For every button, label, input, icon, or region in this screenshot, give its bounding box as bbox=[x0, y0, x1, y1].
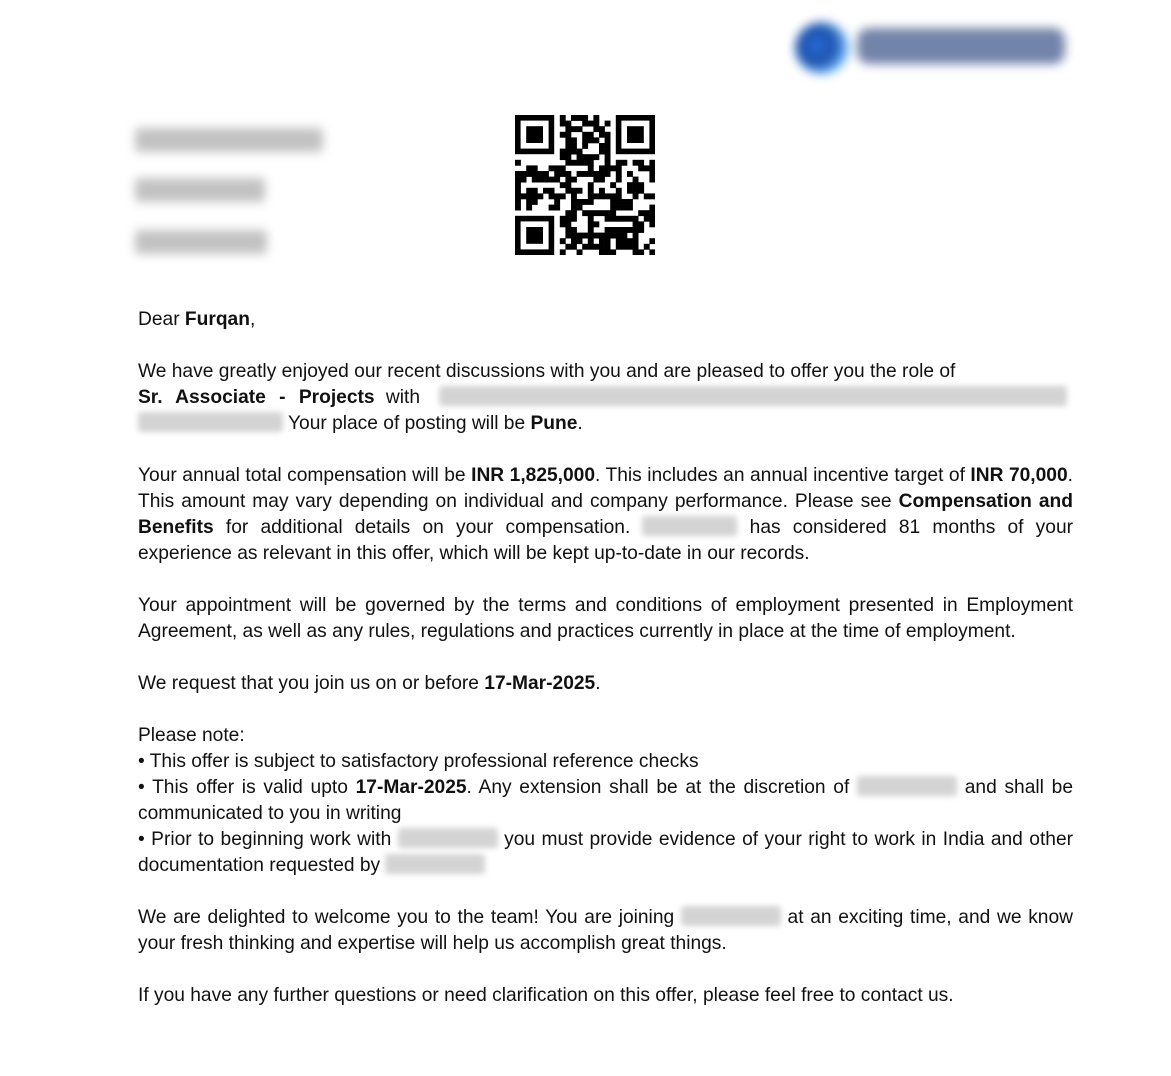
greeting-prefix: Dear bbox=[138, 309, 185, 330]
incentive-target: INR 70,000 bbox=[970, 465, 1068, 486]
company-name-redacted bbox=[642, 516, 737, 536]
joining-date-paragraph bbox=[138, 671, 1073, 697]
logo-wordmark bbox=[857, 28, 1065, 64]
logo-mark-icon bbox=[795, 22, 849, 74]
company-name-redacted bbox=[398, 828, 498, 848]
compensation-intro: Your annual total compensation will be bbox=[138, 465, 472, 486]
validity-date: 17-Mar-2025 bbox=[355, 777, 467, 798]
compensation-text-c: . This amount may vary depending on individual and company performance. Please see bbox=[138, 465, 1073, 512]
documentation-text-a: • Prior to beginning work with bbox=[138, 829, 398, 850]
welcome-text-b: at an exciting time, and we know your fresh thinking and expertise will help us accomplish great things. bbox=[138, 907, 1073, 954]
recipient-first-name: Furqan bbox=[184, 309, 250, 330]
compensation-text-d: for additional details on your compensation. bbox=[213, 517, 643, 538]
offer-role-line bbox=[138, 385, 1073, 411]
compensation-text-b: . This includes an annual incentive target of bbox=[595, 465, 971, 486]
validity-text-b: . Any extension shall be at the discretion of bbox=[466, 777, 858, 798]
company-name-redacted bbox=[857, 776, 957, 796]
company-logo bbox=[795, 18, 1070, 78]
note-bullet-documentation bbox=[138, 827, 1073, 879]
terms-paragraph: Your appointment will be governed by the terms and conditions of employment presented in Employment Agreement, as well as any rules, regulations and practices currently in place at the time of employment. bbox=[138, 595, 1073, 642]
joining-date: 17-Mar-2025 bbox=[484, 673, 596, 694]
offer-paragraph bbox=[138, 359, 1073, 385]
note-bullet-validity bbox=[138, 775, 1073, 827]
note-bullet-reference-checks: • This offer is subject to satisfactory professional reference checks bbox=[138, 751, 699, 772]
note-heading: Please note: bbox=[138, 725, 245, 746]
offer-intro: We have greatly enjoyed our recent discussions with you and are pleased to offer you the role of bbox=[138, 361, 956, 382]
compensation-section-ref: Compensation and Benefits bbox=[138, 491, 1073, 538]
welcome-text-a: We are delighted to welcome you to the team! You are joining bbox=[138, 907, 681, 928]
letter-body bbox=[138, 307, 1073, 1009]
posting-line bbox=[138, 411, 1073, 437]
total-compensation: INR 1,825,000 bbox=[471, 465, 596, 486]
recipient-name-redacted bbox=[135, 230, 267, 254]
greeting bbox=[138, 307, 1073, 333]
greeting-suffix: , bbox=[249, 309, 256, 330]
company-legal-name-redacted bbox=[439, 386, 1067, 406]
joining-end: . bbox=[595, 673, 601, 694]
company-name-redacted bbox=[681, 906, 781, 926]
documentation-text-b: you must provide evidence of your right to work in India and other documentation requested by bbox=[138, 829, 1074, 876]
posting-text: Your place of posting will be bbox=[283, 413, 531, 434]
compensation-paragraph bbox=[138, 463, 1073, 567]
reference-number-redacted bbox=[135, 128, 323, 152]
validity-text-a: • This offer is valid upto bbox=[138, 777, 356, 798]
offer-with: with bbox=[374, 387, 432, 408]
compensation-text-e: has considered 81 months of your experience as relevant in this offer, which will be kept up-to-date in our records. bbox=[138, 517, 1073, 564]
validity-text-c: and shall be communicated to you in writing bbox=[138, 777, 1073, 824]
welcome-paragraph bbox=[138, 905, 1073, 957]
letter-date-redacted bbox=[135, 178, 265, 202]
posting-location: Pune bbox=[530, 413, 578, 434]
qr-code-icon bbox=[515, 115, 655, 255]
company-name-redacted bbox=[385, 854, 485, 874]
joining-text: We request that you join us on or before bbox=[138, 673, 485, 694]
contact-paragraph: If you have any further questions or need clarification on this offer, please feel free to contact us. bbox=[138, 985, 954, 1006]
role-title: Sr. Associate - Projects bbox=[138, 387, 375, 408]
company-short-name-redacted bbox=[138, 412, 283, 432]
posting-end: . bbox=[577, 413, 583, 434]
